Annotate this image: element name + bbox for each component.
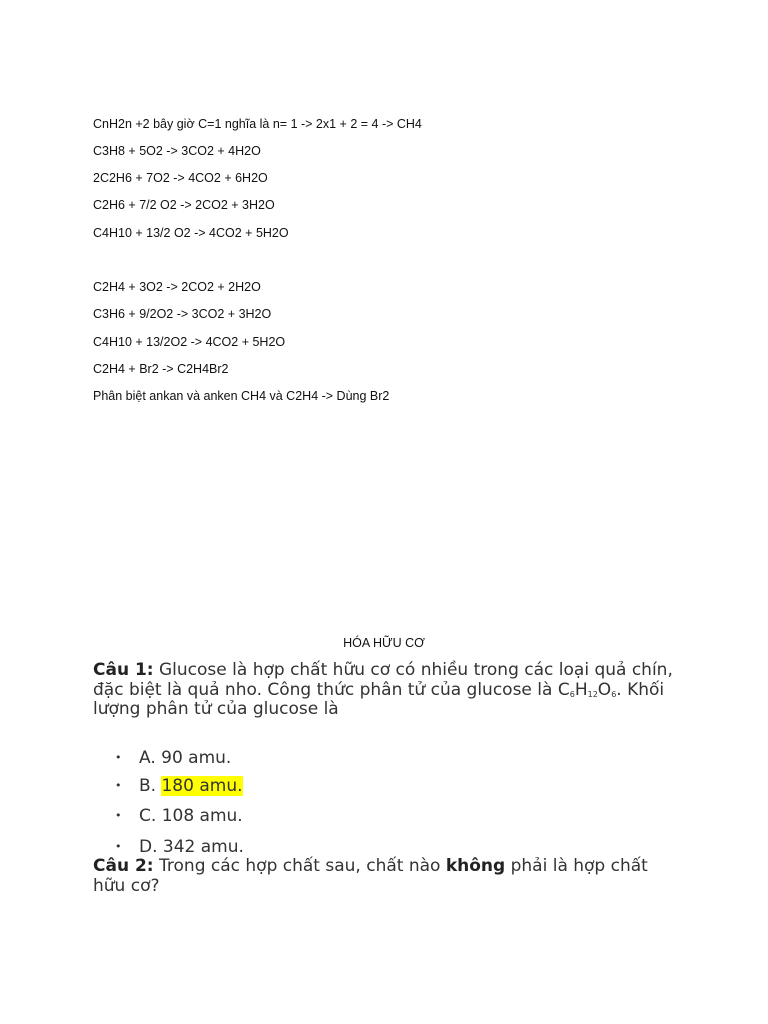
formula-h: H	[574, 679, 588, 700]
option-a-text: 90 amu.	[161, 748, 232, 768]
bullet-icon: •	[115, 751, 122, 764]
question-1	[93, 661, 683, 720]
option-b-letter: B.	[139, 776, 157, 796]
question-2-label: Câu 2:	[93, 856, 154, 876]
note-line-7: C3H6 + 9/2O2 -> 3CO2 + 3H2O	[93, 307, 272, 321]
option-c	[115, 806, 243, 826]
formula-sub-1: 6	[569, 689, 575, 699]
option-b-text-highlighted: 180 amu.	[161, 776, 243, 796]
note-line-10: Phân biệt ankan và anken CH4 và C2H4 -> Dùng Br2	[93, 389, 390, 403]
question-2-text-end: phải là hợp chất hữu cơ?	[93, 856, 648, 896]
bullet-icon: •	[115, 809, 122, 822]
option-b	[115, 776, 243, 796]
section-title: HÓA HỮU CƠ	[343, 636, 425, 650]
note-line-8: C4H10 + 13/2O2 -> 4CO2 + 5H2O	[93, 335, 286, 349]
question-2-bold-word: không	[445, 856, 506, 876]
question-1-text-end: . Khối lượng phân tử của glucose là	[93, 679, 665, 719]
question-2	[93, 857, 683, 896]
note-line-2: C3H8 + 5O2 -> 3CO2 + 4H2O	[93, 144, 261, 158]
note-line-9: C2H4 + Br2 -> C2H4Br2	[93, 362, 229, 376]
question-1-label: Câu 1:	[93, 660, 154, 680]
option-a	[115, 748, 231, 768]
bullet-icon: •	[115, 840, 122, 853]
formula-sub-3: 6	[611, 689, 617, 699]
option-c-letter: C.	[139, 806, 157, 826]
option-d-text: 342 amu.	[162, 837, 244, 857]
option-c-text: 108 amu.	[161, 806, 243, 826]
note-line-5: C4H10 + 13/2 O2 -> 4CO2 + 5H2O	[93, 226, 289, 240]
option-d-letter: D.	[139, 837, 158, 857]
note-line-4: C2H6 + 7/2 O2 -> 2CO2 + 3H2O	[93, 198, 275, 212]
option-d	[115, 837, 244, 857]
formula-o: O	[597, 679, 612, 700]
question-1-text: Glucose là hợp chất hữu cơ có nhiều trong các loại quả chín, đặc biệt là quả nho. Công thức phân tử của glucose là C	[93, 660, 673, 700]
bullet-icon: •	[115, 779, 122, 792]
option-a-letter: A.	[139, 748, 156, 768]
note-line-3: 2C2H6 + 7O2 -> 4CO2 + 6H2O	[93, 171, 268, 185]
formula-sub-2: 12	[587, 689, 598, 699]
question-2-text: Trong các hợp chất sau, chất nào	[153, 856, 446, 876]
note-line-6: C2H4 + 3O2 -> 2CO2 + 2H2O	[93, 280, 261, 294]
note-line-1: CnH2n +2 bây giờ C=1 nghĩa là n= 1 -> 2x1 + 2 = 4 -> CH4	[93, 117, 422, 131]
